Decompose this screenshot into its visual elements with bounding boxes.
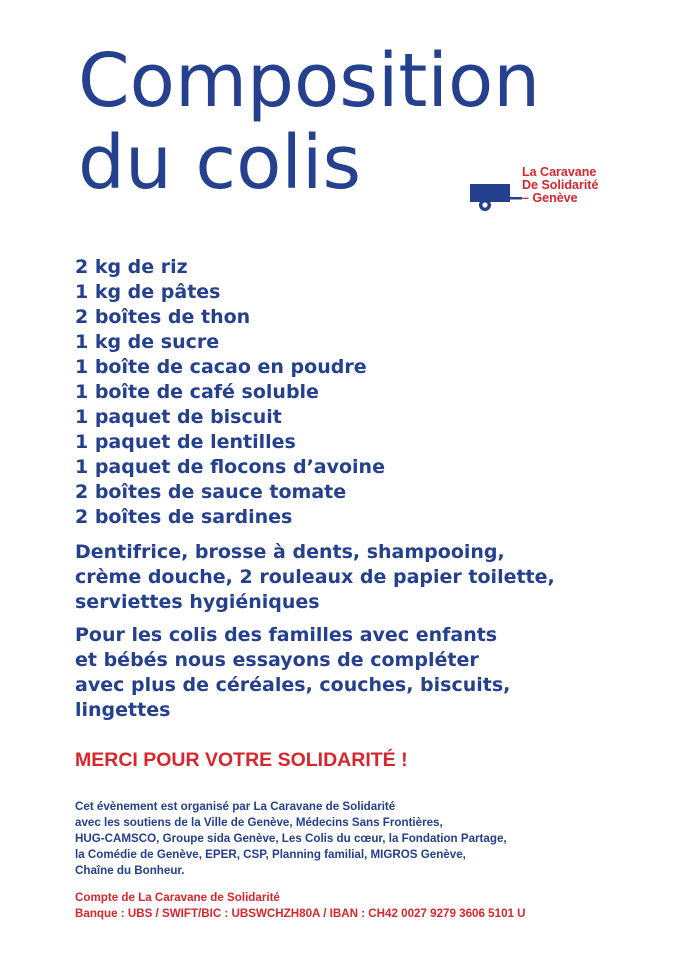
organizers-line: avec les soutiens de la Ville de Genève, Médecins Sans Frontières, [75, 816, 443, 829]
hygiene-paragraph [75, 540, 555, 615]
organizers-line: Cet évènement est organisé par La Caravane de Solidarité [75, 800, 396, 813]
list-item: 2 boîtes de sardines [75, 506, 293, 528]
organizers-paragraph [75, 799, 507, 879]
food-items-list [75, 255, 385, 530]
list-item: 1 kg de sucre [75, 331, 220, 353]
logo-text [522, 166, 598, 205]
families-paragraph [75, 623, 510, 723]
caravane-logo [468, 166, 628, 218]
title-line-2: du colis [78, 120, 362, 206]
bank-account-name: Compte de La Caravane de Solidarité [75, 891, 280, 904]
organizers-line: la Comédie de Genève, EPER, CSP, Planning familial, MIGROS Genève, [75, 848, 466, 861]
logo-line-2: De Solidarité [522, 178, 599, 192]
list-item: 1 paquet de flocons d’avoine [75, 456, 385, 478]
bank-details [75, 890, 526, 922]
families-line: avec plus de céréales, couches, biscuits, [75, 674, 511, 696]
list-item: 1 kg de pâtes [75, 281, 221, 303]
families-line: et bébés nous essayons de compléter [75, 649, 479, 671]
thanks-heading: MERCI POUR VOTRE SOLIDARITÉ ! [75, 749, 408, 771]
list-item: 2 boîtes de thon [75, 306, 251, 328]
logo-line-3: – Genève [522, 191, 578, 205]
organizers-line: HUG-CAMSCO, Groupe sida Genève, Les Colis du cœur, la Fondation Partage, [75, 832, 507, 845]
title-line-1: Composition [78, 38, 541, 124]
bank-iban: Banque : UBS / SWIFT/BIC : UBSWCHZH80A / IBAN : CH42 0027 9279 3606 5101 U [75, 907, 526, 920]
hygiene-line: crème douche, 2 rouleaux de papier toilette, [75, 566, 555, 588]
list-item: 1 paquet de lentilles [75, 431, 296, 453]
logo-line-1: La Caravane [522, 165, 597, 179]
families-line: Pour les colis des familles avec enfants [75, 624, 498, 646]
list-item: 2 kg de riz [75, 256, 188, 278]
hygiene-line: Dentifrice, brosse à dents, shampooing, [75, 541, 505, 563]
list-item: 2 boîtes de sauce tomate [75, 481, 347, 503]
families-line: lingettes [75, 699, 171, 721]
hygiene-line: serviettes hygiéniques [75, 591, 320, 613]
caravan-trailer-icon [468, 180, 524, 216]
list-item: 1 boîte de café soluble [75, 381, 319, 403]
organizers-line: Chaîne du Bonheur. [75, 864, 185, 877]
list-item: 1 paquet de biscuit [75, 406, 282, 428]
list-item: 1 boîte de cacao en poudre [75, 356, 367, 378]
